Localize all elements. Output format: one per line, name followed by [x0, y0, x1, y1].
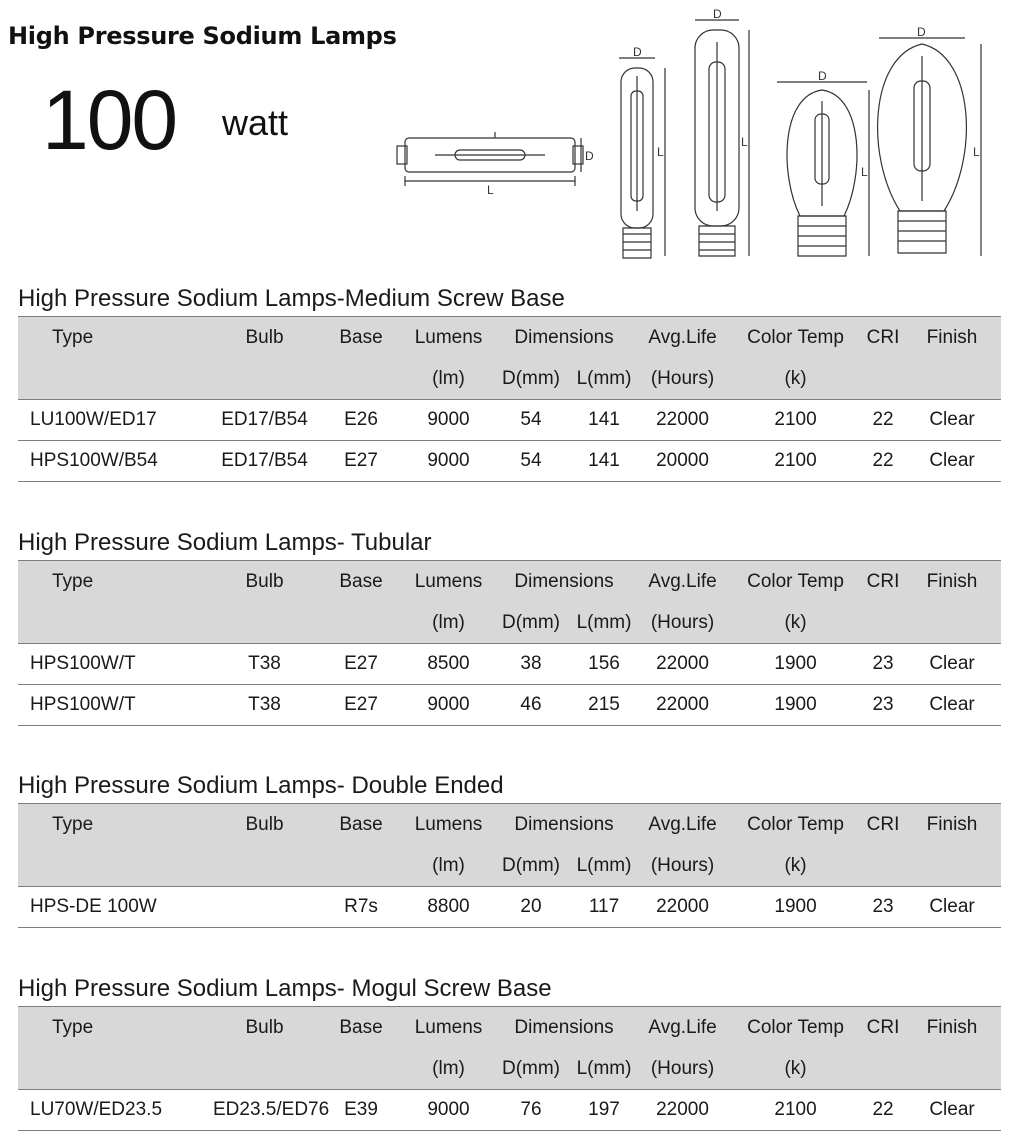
cell-ct: 2100 [728, 1090, 863, 1131]
cell-cri: 23 [863, 887, 903, 928]
table-row [18, 400, 1001, 441]
col-l-mm: L(mm) [571, 602, 637, 644]
section-title: High Pressure Sodium Lamps- Mogul Screw Base [18, 975, 552, 1002]
col-dimensions: Dimensions [514, 1016, 614, 1038]
cell-type: HPS-DE 100W [18, 887, 213, 928]
spec-table [18, 560, 1001, 726]
header-units-row [18, 845, 1001, 887]
col-d-mm: D(mm) [491, 845, 571, 887]
col-finish: Finish [926, 326, 978, 348]
cell-cri: 22 [863, 441, 903, 482]
col-cri: CRI [866, 570, 900, 592]
col-lumens: Lumens [414, 1016, 483, 1038]
cell-l: 117 [571, 887, 637, 928]
ed17-lamp-drawing [777, 82, 869, 256]
cell-d: 46 [491, 685, 571, 726]
cell-lumens: 9000 [406, 400, 491, 441]
cell-d: 54 [491, 441, 571, 482]
cell-ct: 2100 [728, 441, 863, 482]
tube-small-l-label: L [657, 145, 664, 159]
ed17-l-label: L [861, 165, 868, 179]
col-base: Base [339, 1016, 383, 1038]
cell-finish: Clear [903, 685, 1001, 726]
cell-base: E39 [316, 1090, 406, 1131]
col-dimensions: Dimensions [514, 326, 614, 348]
cell-cri: 22 [863, 400, 903, 441]
col-k: (k) [728, 358, 863, 400]
cell-life: 22000 [637, 1090, 728, 1131]
cell-life: 22000 [637, 887, 728, 928]
col-color-temp: Color Temp [747, 570, 844, 592]
col-lumens-unit: (lm) [406, 358, 491, 400]
col-l-mm: L(mm) [571, 358, 637, 400]
col-cri: CRI [866, 326, 900, 348]
spec-table [18, 1006, 1001, 1131]
col-bulb: Bulb [245, 813, 284, 835]
col-l-mm: L(mm) [571, 845, 637, 887]
cell-life: 22000 [637, 685, 728, 726]
col-avg-life: Avg.Life [648, 326, 717, 348]
cell-lumens: 8500 [406, 644, 491, 685]
cell-d: 76 [491, 1090, 571, 1131]
header-row [18, 804, 1001, 846]
table-row [18, 1090, 1001, 1131]
cell-d: 38 [491, 644, 571, 685]
col-lumens-unit: (lm) [406, 845, 491, 887]
cell-lumens: 9000 [406, 685, 491, 726]
col-type: Type [52, 1016, 94, 1038]
cell-type: LU70W/ED23.5 [18, 1090, 213, 1131]
cell-type: LU100W/ED17 [18, 400, 213, 441]
cell-bulb: T38 [213, 644, 316, 685]
cell-ct: 1900 [728, 685, 863, 726]
section-title: High Pressure Sodium Lamps- Double Ended [18, 772, 504, 799]
cell-bulb: T38 [213, 685, 316, 726]
cell-cri: 23 [863, 644, 903, 685]
cell-bulb: ED23.5/ED76 [213, 1090, 316, 1131]
col-lumens-unit: (lm) [406, 1048, 491, 1090]
col-finish: Finish [926, 813, 978, 835]
cell-ct: 1900 [728, 887, 863, 928]
header-row [18, 1007, 1001, 1049]
spec-table [18, 316, 1001, 482]
col-avg-life: Avg.Life [648, 813, 717, 835]
col-lumens-unit: (lm) [406, 602, 491, 644]
cell-l: 215 [571, 685, 637, 726]
cell-base: E27 [316, 644, 406, 685]
cell-cri: 23 [863, 685, 903, 726]
col-color-temp: Color Temp [747, 813, 844, 835]
section-mogul-screw [18, 972, 1001, 1131]
col-bulb: Bulb [245, 326, 284, 348]
col-type: Type [52, 570, 94, 592]
col-finish: Finish [926, 1016, 978, 1038]
header-units-row [18, 358, 1001, 400]
header-units-row [18, 602, 1001, 644]
col-cri: CRI [866, 1016, 900, 1038]
col-dimensions: Dimensions [514, 813, 614, 835]
col-hours: (Hours) [637, 358, 728, 400]
col-l-mm: L(mm) [571, 1048, 637, 1090]
col-dimensions: Dimensions [514, 570, 614, 592]
cell-l: 197 [571, 1090, 637, 1131]
spec-table [18, 803, 1001, 928]
cell-cri: 22 [863, 1090, 903, 1131]
col-finish: Finish [926, 570, 978, 592]
col-d-mm: D(mm) [491, 602, 571, 644]
header-units-row [18, 1048, 1001, 1090]
tube-large-l-label: L [741, 135, 748, 149]
col-lumens: Lumens [414, 326, 483, 348]
col-bulb: Bulb [245, 1016, 284, 1038]
cell-l: 141 [571, 400, 637, 441]
cell-ct: 1900 [728, 644, 863, 685]
col-bulb: Bulb [245, 570, 284, 592]
ed23-lamp-drawing [878, 38, 981, 256]
ed17-d-label: D [818, 69, 827, 83]
cell-type: HPS100W/B54 [18, 441, 213, 482]
col-color-temp: Color Temp [747, 1016, 844, 1038]
brand-title: High Pressure Sodium Lamps [8, 22, 397, 50]
col-hours: (Hours) [637, 1048, 728, 1090]
section-tubular [18, 526, 1001, 726]
table-row [18, 685, 1001, 726]
col-base: Base [339, 570, 383, 592]
de-d-label: D [585, 149, 594, 163]
col-base: Base [339, 813, 383, 835]
cell-base: E27 [316, 441, 406, 482]
tube-large-d-label: D [713, 7, 722, 21]
col-lumens: Lumens [414, 570, 483, 592]
table-row [18, 887, 1001, 928]
ed23-d-label: D [917, 25, 926, 39]
cell-finish: Clear [903, 400, 1001, 441]
cell-bulb [213, 887, 316, 928]
col-k: (k) [728, 602, 863, 644]
col-avg-life: Avg.Life [648, 570, 717, 592]
cell-life: 20000 [637, 441, 728, 482]
cell-lumens: 8800 [406, 887, 491, 928]
col-d-mm: D(mm) [491, 1048, 571, 1090]
cell-bulb: ED17/B54 [213, 441, 316, 482]
col-d-mm: D(mm) [491, 358, 571, 400]
col-type: Type [52, 326, 94, 348]
section-title: High Pressure Sodium Lamps- Tubular [18, 529, 432, 556]
col-hours: (Hours) [637, 602, 728, 644]
col-lumens: Lumens [414, 813, 483, 835]
cell-life: 22000 [637, 644, 728, 685]
cell-finish: Clear [903, 1090, 1001, 1131]
cell-life: 22000 [637, 400, 728, 441]
double-ended-lamp-drawing [397, 132, 583, 186]
col-k: (k) [728, 1048, 863, 1090]
cell-lumens: 9000 [406, 1090, 491, 1131]
col-hours: (Hours) [637, 845, 728, 887]
cell-type: HPS100W/T [18, 644, 213, 685]
cell-finish: Clear [903, 441, 1001, 482]
cell-base: R7s [316, 887, 406, 928]
cell-lumens: 9000 [406, 441, 491, 482]
cell-ct: 2100 [728, 400, 863, 441]
col-color-temp: Color Temp [747, 326, 844, 348]
tube-small-d-label: D [633, 45, 642, 59]
col-base: Base [339, 326, 383, 348]
table-row [18, 644, 1001, 685]
cell-d: 54 [491, 400, 571, 441]
table-row [18, 441, 1001, 482]
col-avg-life: Avg.Life [648, 1016, 717, 1038]
section-title: High Pressure Sodium Lamps-Medium Screw Base [18, 285, 565, 312]
wattage-value: 100 [42, 73, 177, 167]
section-medium-screw [18, 282, 1001, 482]
cell-type: HPS100W/T [18, 685, 213, 726]
cell-l: 156 [571, 644, 637, 685]
header-row [18, 561, 1001, 603]
cell-base: E26 [316, 400, 406, 441]
cell-l: 141 [571, 441, 637, 482]
cell-bulb: ED17/B54 [213, 400, 316, 441]
cell-d: 20 [491, 887, 571, 928]
header-row [18, 317, 1001, 359]
col-type: Type [52, 813, 94, 835]
col-k: (k) [728, 845, 863, 887]
cell-finish: Clear [903, 644, 1001, 685]
section-double-ended [18, 769, 1001, 928]
cell-base: E27 [316, 685, 406, 726]
col-cri: CRI [866, 813, 900, 835]
ed23-l-label: L [973, 145, 980, 159]
cell-finish: Clear [903, 887, 1001, 928]
lamp-illustrations [395, 6, 1015, 260]
wattage-unit: watt [222, 102, 289, 143]
de-l-label: L [487, 183, 494, 197]
